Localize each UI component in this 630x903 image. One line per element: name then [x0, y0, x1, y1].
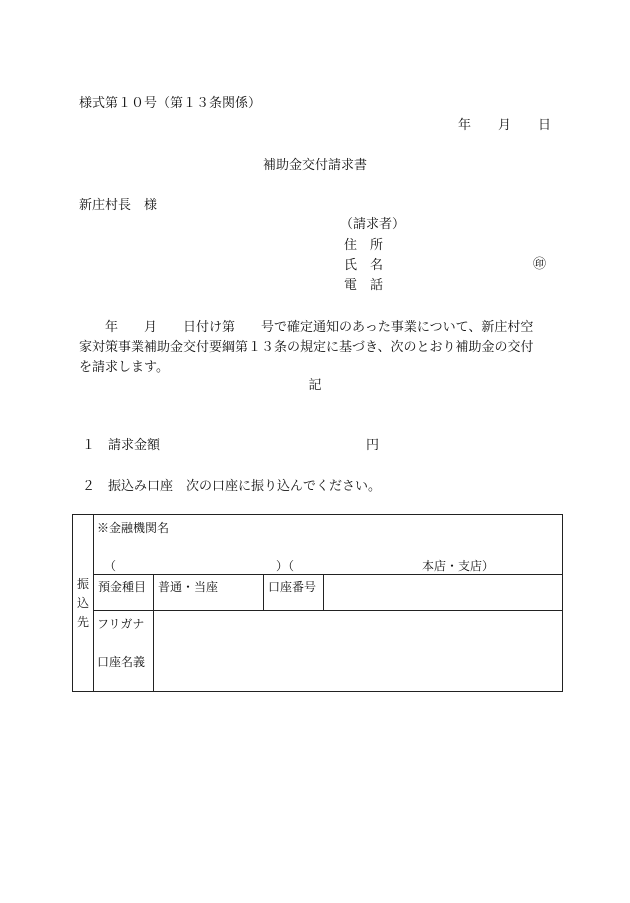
seal-mark: ㊞: [533, 257, 547, 272]
bank-paren-open: （: [104, 559, 117, 573]
requester-heading: （請求者）: [340, 217, 406, 232]
holder-label-cell: [94, 611, 154, 692]
bank-branch-label: 本店・支店）: [422, 559, 495, 573]
ki-marker: 記: [308, 378, 322, 393]
bank-name-cell[interactable]: [94, 515, 563, 575]
furigana-label: フリガナ: [97, 617, 145, 631]
transfer-side-label: 振 込 先: [73, 515, 94, 692]
requester-phone-label: 電 話: [344, 278, 384, 293]
item-1-unit: 円: [366, 438, 380, 453]
requester-address-label: 住 所: [344, 238, 384, 253]
form-number: 様式第１０号（第１３条関係）: [79, 96, 262, 111]
body-line-1: 年 月 日付け第 号で確定通知のあった事業について、新庄村空: [79, 320, 534, 335]
account-type-value[interactable]: 普通・当座: [154, 575, 264, 611]
bank-paren-mid: ）（: [276, 559, 295, 573]
body-line-2: 家対策事業補助金交付要綱第１３条の規定に基づき、次のとおり補助金の交付: [79, 340, 534, 355]
item-2-label: ２ 振込み口座 次の口座に振り込んでください。: [82, 479, 382, 494]
body-line-3: を請求します。: [79, 360, 169, 375]
account-holder-field[interactable]: [154, 611, 563, 692]
account-number-label: 口座番号: [264, 575, 324, 611]
body-text: [79, 318, 551, 378]
transfer-account-table: [72, 514, 563, 692]
item-1-label: １ 請求金額: [82, 438, 161, 453]
date-line: [458, 118, 551, 134]
account-number-field[interactable]: [324, 575, 563, 611]
date-day: 日: [538, 118, 552, 133]
date-year: 年: [458, 118, 472, 133]
document-title: 補助金交付請求書: [262, 158, 367, 173]
account-type-label: 預金種目: [94, 575, 154, 611]
account-holder-label: 口座名義: [97, 655, 146, 669]
requester-name-label: 氏 名: [344, 258, 384, 273]
date-month: 月: [498, 118, 512, 133]
addressee: 新庄村長 様: [79, 198, 158, 213]
bank-name-label: ※金融機関名: [97, 521, 170, 535]
